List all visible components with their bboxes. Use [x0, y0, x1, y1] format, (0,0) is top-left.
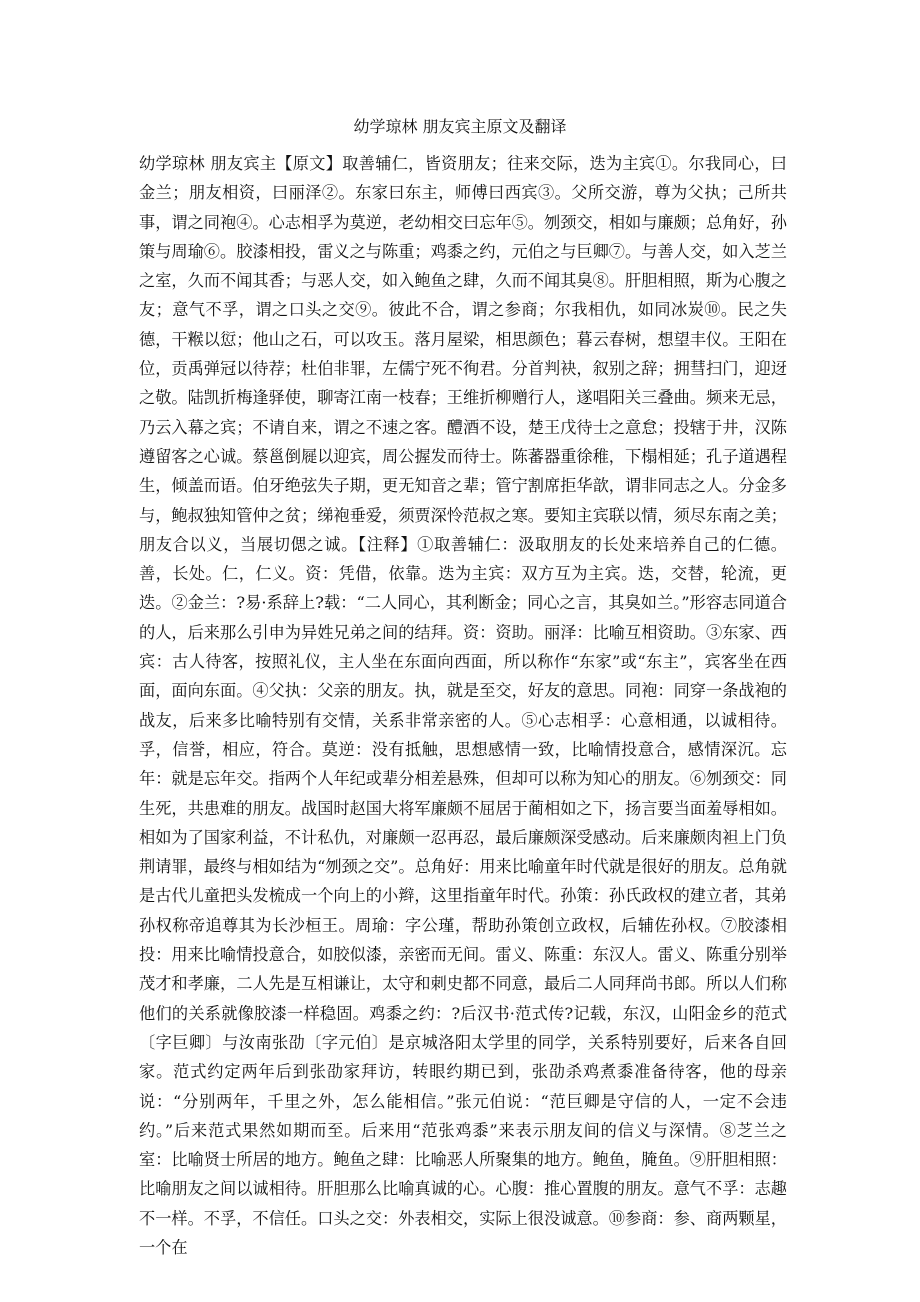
document-title: 幼学琼林 朋友宾主原文及翻译: [353, 117, 567, 136]
document-body-text: 幼学琼林 朋友宾主【原文】取善辅仁，皆资朋友；往来交际，迭为主宾①。尔我同心，曰金兰；朋友相资，曰丽泽②。东家曰东主，师傅曰西宾③。父所交游，尊为父执；己所共事，谓之同袍④。心志相孚为莫逆，老幼相交曰忘年⑤。刎颈交，相如与廉颇；总角好，孙策与周瑜⑥。胶漆相投，雷义之与陈重；鸡黍之约，元伯之与巨卿⑦。与善人交，如入芝兰之室，久而不闻其香；与恶人交，如入鲍鱼之肆，久而不闻其臭⑧。肝胆相照，斯为心腹之友；意气不孚，谓之口头之交⑨。彼此不合，谓之参商；尔我相仇，如同冰炭⑩。民之失德，干糇以愆；他山之石，可以攻玉。落月屋梁，相思颜色；暮云春树，想望丰仪。王阳在位，贡禹弹冠以待荐；杜伯非罪，左儒宁死不徇君。分首判袂，叙别之辞；拥彗扫门，迎迓之敬。陆凯折梅逢驿使，聊寄江南一枝春；王维折柳赠行人，遂唱阳关三叠曲。频来无忌，乃云入幕之宾；不请自来，谓之不速之客。醴酒不设，楚王戊待士之意怠；投辖于井，汉陈遵留客之心诚。蔡邕倒屣以迎宾，周公握发而待士。陈蕃器重徐稚，下榻相延；孔子道遇程生，倾盖而语。伯牙绝弦失子期，更无知音之辈；管宁割席拒华歆，谓非同志之人。分金多与，鲍叔独知管仲之贫；绨袍垂爱，须贾深怜范叔之寒。要知主宾联以情，须尽东南之美；朋友合以义，当展切偲之诚。【注释】①取善辅仁：汲取朋友的长处来培养自己的仁德。善，长处。仁，仁义。资：凭借，依靠。迭为主宾：双方互为主宾。迭，交替，轮流，更迭。②金兰：?易·系辞上?载：“二人同心，其利断金；同心之言，其臭如兰。”形容志同道合的人，后来那么引申为异姓兄弟之间的结拜。资：资助。丽泽：比喻互相资助。③东家、西宾：古人待客，按照礼仪，主人坐在东面向西面，所以称作“东家”或“东主”，宾客坐在西面，面向东面。④父执：父亲的朋友。执，就是至交，好友的意思。同袍：同穿一条战袍的战友，后来多比喻特别有交情，关系非常亲密的人。⑤心志相孚：心意相通，以诚相待。孚，信誉，相应，符合。莫逆：没有抵触，思想感情一致，比喻情投意合，感情深沉。忘年：就是忘年交。指两个人年纪或辈分相差悬殊，但却可以称为知心的朋友。⑥刎颈交：同生死，共患难的朋友。战国时赵国大将军廉颇不屈居于蔺相如之下，扬言要当面羞辱相如。相如为了国家利益，不计私仇，对廉颇一忍再忍，最后廉颇深受感动。后来廉颇肉袒上门负荆请罪，最终与相如结为“刎颈之交”。总角好：用来比喻童年时代就是很好的朋友。总角就是古代儿童把头发梳成一个向上的小辫，这里指童年时代。孙策：孙氏政权的建立者，其弟孙权称帝追尊其为长沙桓王。周瑜：字公瑾，帮助孙策创立政权，后辅佐孙权。⑦胶漆相投：用来比喻情投意合，如胶似漆，亲密而无间。雷义、陈重：东汉人。雷义、陈重分别举茂才和孝廉，二人先是互相谦让，太守和刺史都不同意，最后二人同拜尚书郎。所以人们称他们的关系就像胶漆一样稳固。鸡黍之约：?后汉书·范式传?记载，东汉，山阳金乡的范式〔字巨卿〕与汝南张劭〔字元伯〕是京城洛阳太学里的同学，关系特别要好，后来各自回家。范式约定两年后到张劭家拜访，转眼约期已到，张劭杀鸡煮黍准备待客，他的母亲说：“分别两年，千里之外，怎么能相信。”张元伯说：“范巨卿是守信的人，一定不会违约。”后来范式果然如期而至。后来用“范张鸡黍”来表示朋友间的信义与深情。⑧芝兰之室：比喻贤士所居的地方。鲍鱼之肆：比喻恶人所聚集的地方。鲍鱼，腌鱼。⑨肝胆相照：比喻朋友之间以诚相待。肝胆那么比喻真诚的心。心腹：推心置腹的朋友。意气不孚：志趣不一样。不孚，不信任。口头之交：外表相交，实际上很没诚意。⑩参商：参、商两颗星，一个在: [139, 154, 787, 1257]
